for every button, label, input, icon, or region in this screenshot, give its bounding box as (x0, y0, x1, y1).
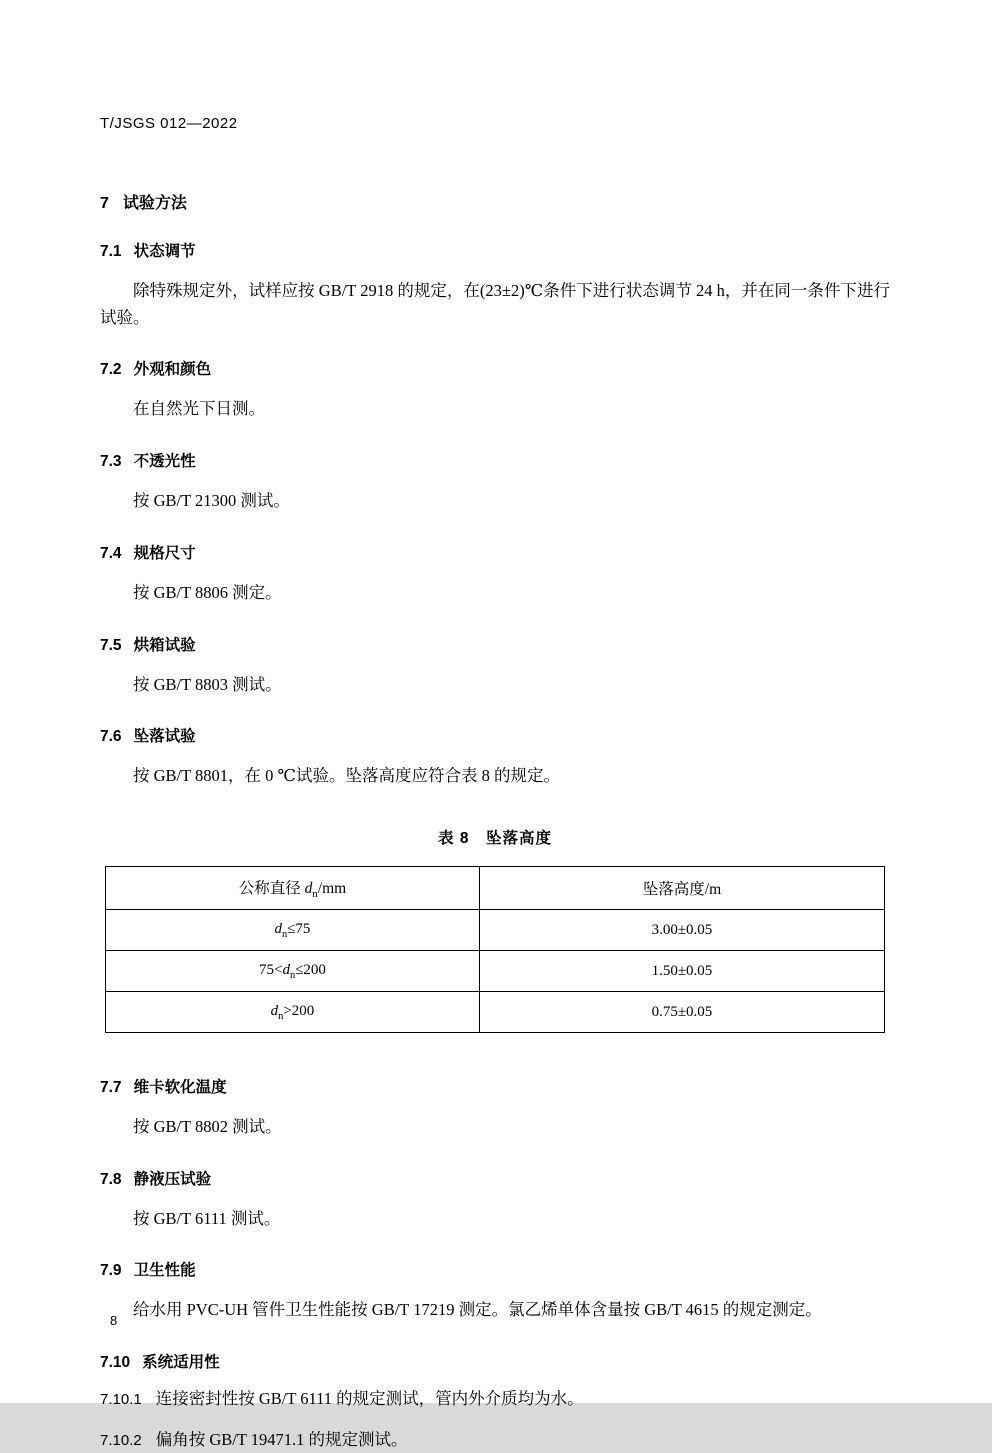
fall-height-table (105, 866, 885, 1033)
section-title-7-1: 状态调节 (133, 243, 196, 260)
subclause-number-7-10-2: 7.10.2 (100, 1431, 142, 1449)
section-heading-7-3 (100, 449, 890, 471)
table-cell-height: 0.75±0.05 (479, 992, 884, 1033)
section-body-7-2: 在自然光下日测。 (133, 399, 265, 419)
section-heading-7-9 (100, 1258, 890, 1280)
section-body-7-5: 按 GB/T 8803 测试。 (133, 674, 282, 694)
section-heading-7-7 (100, 1075, 890, 1097)
table-cell-diameter: $75<d_n\le 200$ (106, 951, 480, 992)
section-body-7-3: 按 GB/T 21300 测试。 (133, 491, 290, 511)
section-heading-7-1 (100, 239, 890, 261)
table-header-row (106, 867, 885, 910)
table-cell-diameter: $d_n\le 75$ (106, 910, 480, 951)
section-body-7-4: 按 GB/T 8806 测定。 (133, 582, 282, 602)
section-title-7-5: 烘箱试验 (133, 636, 196, 654)
section-heading-7-4 (100, 541, 890, 563)
section-heading-7-2 (100, 357, 890, 379)
page-header: T/JSGS 012—2022 (100, 115, 238, 132)
table-cell-height: 1.50±0.05 (479, 951, 884, 992)
table-cell-height: 3.00±0.05 (479, 910, 884, 951)
section-title-7-6: 坠落试验 (133, 728, 196, 746)
section-number-7-7: 7.7 (100, 1079, 122, 1097)
subclause-body-7-10-2: 偏角按 GB/T 19471.1 的规定测试。 (155, 1429, 408, 1449)
section-number-7-10: 7.10 (100, 1354, 131, 1372)
table-caption: 表 8 坠落高度 (438, 830, 552, 848)
subclause-body-7-10-1: 连接密封性按 GB/T 6111 的规定测试，管内外介质均为水。 (155, 1389, 584, 1409)
section-number-7-5: 7.5 (100, 636, 122, 654)
section-title-7-4: 规格尺寸 (133, 544, 196, 562)
section-title-7: 试验方法 (122, 195, 187, 212)
section-title-7-10: 系统适用性 (142, 1354, 220, 1372)
page-number: 8 (110, 1313, 118, 1328)
section-body-7-9: 给水用 PVC-UH 管件卫生性能按 GB/T 17219 测定。氯乙烯单体含量按 GB/T 4615 的规定测定。 (133, 1300, 822, 1320)
table-row (106, 992, 885, 1033)
table-row (106, 951, 885, 992)
section-title-7-2: 外观和颜色 (133, 361, 212, 379)
section-number-7-6: 7.6 (100, 728, 122, 746)
section-heading-7-5 (100, 633, 890, 655)
table-cell-diameter: $d_n>200$ (106, 992, 480, 1033)
section-title-7-7: 维卡软化温度 (133, 1079, 227, 1097)
section-number-7-2: 7.2 (100, 361, 122, 379)
section-heading-7-6 (100, 724, 890, 746)
section-number-7-8: 7.8 (100, 1170, 122, 1188)
section-body-7-6: 按 GB/T 8801，在 0 ℃试验。坠落高度应符合表 8 的规定。 (133, 766, 560, 786)
section-number-7-9: 7.9 (100, 1262, 122, 1280)
section-body-7-8: 按 GB/T 6111 测试。 (133, 1208, 281, 1228)
section-title-7-3: 不透光性 (133, 453, 196, 471)
page-content (100, 0, 890, 1453)
subclause-number-7-10-1: 7.10.1 (100, 1391, 142, 1409)
table-row (106, 910, 885, 951)
section-heading-7-10 (100, 1350, 890, 1372)
section-number-7-4: 7.4 (100, 544, 122, 562)
subclause-7-10-1 (100, 1386, 890, 1412)
section-heading-7-8 (100, 1167, 890, 1189)
section-title-7-8: 静液压试验 (133, 1170, 212, 1188)
subclause-7-10-2 (100, 1427, 890, 1453)
section-number-7-1: 7.1 (100, 243, 122, 260)
section-number-7-3: 7.3 (100, 453, 122, 471)
section-body-7-1: 除特殊规定外，试样应按 GB/T 2918 的规定，在(23±2)℃条件下进行状态调节 24 h，并在同一条件下进行试验。 (100, 281, 890, 327)
section-body-7-7: 按 GB/T 8802 测试。 (133, 1117, 282, 1137)
section-number-7: 7 (100, 195, 109, 212)
table-column-header-diameter: 公称直径 $d_n/mm$ (106, 867, 480, 910)
section-heading-7 (100, 190, 890, 213)
table-column-header-height: 坠落高度/m (479, 867, 884, 910)
section-title-7-9: 卫生性能 (133, 1262, 196, 1280)
